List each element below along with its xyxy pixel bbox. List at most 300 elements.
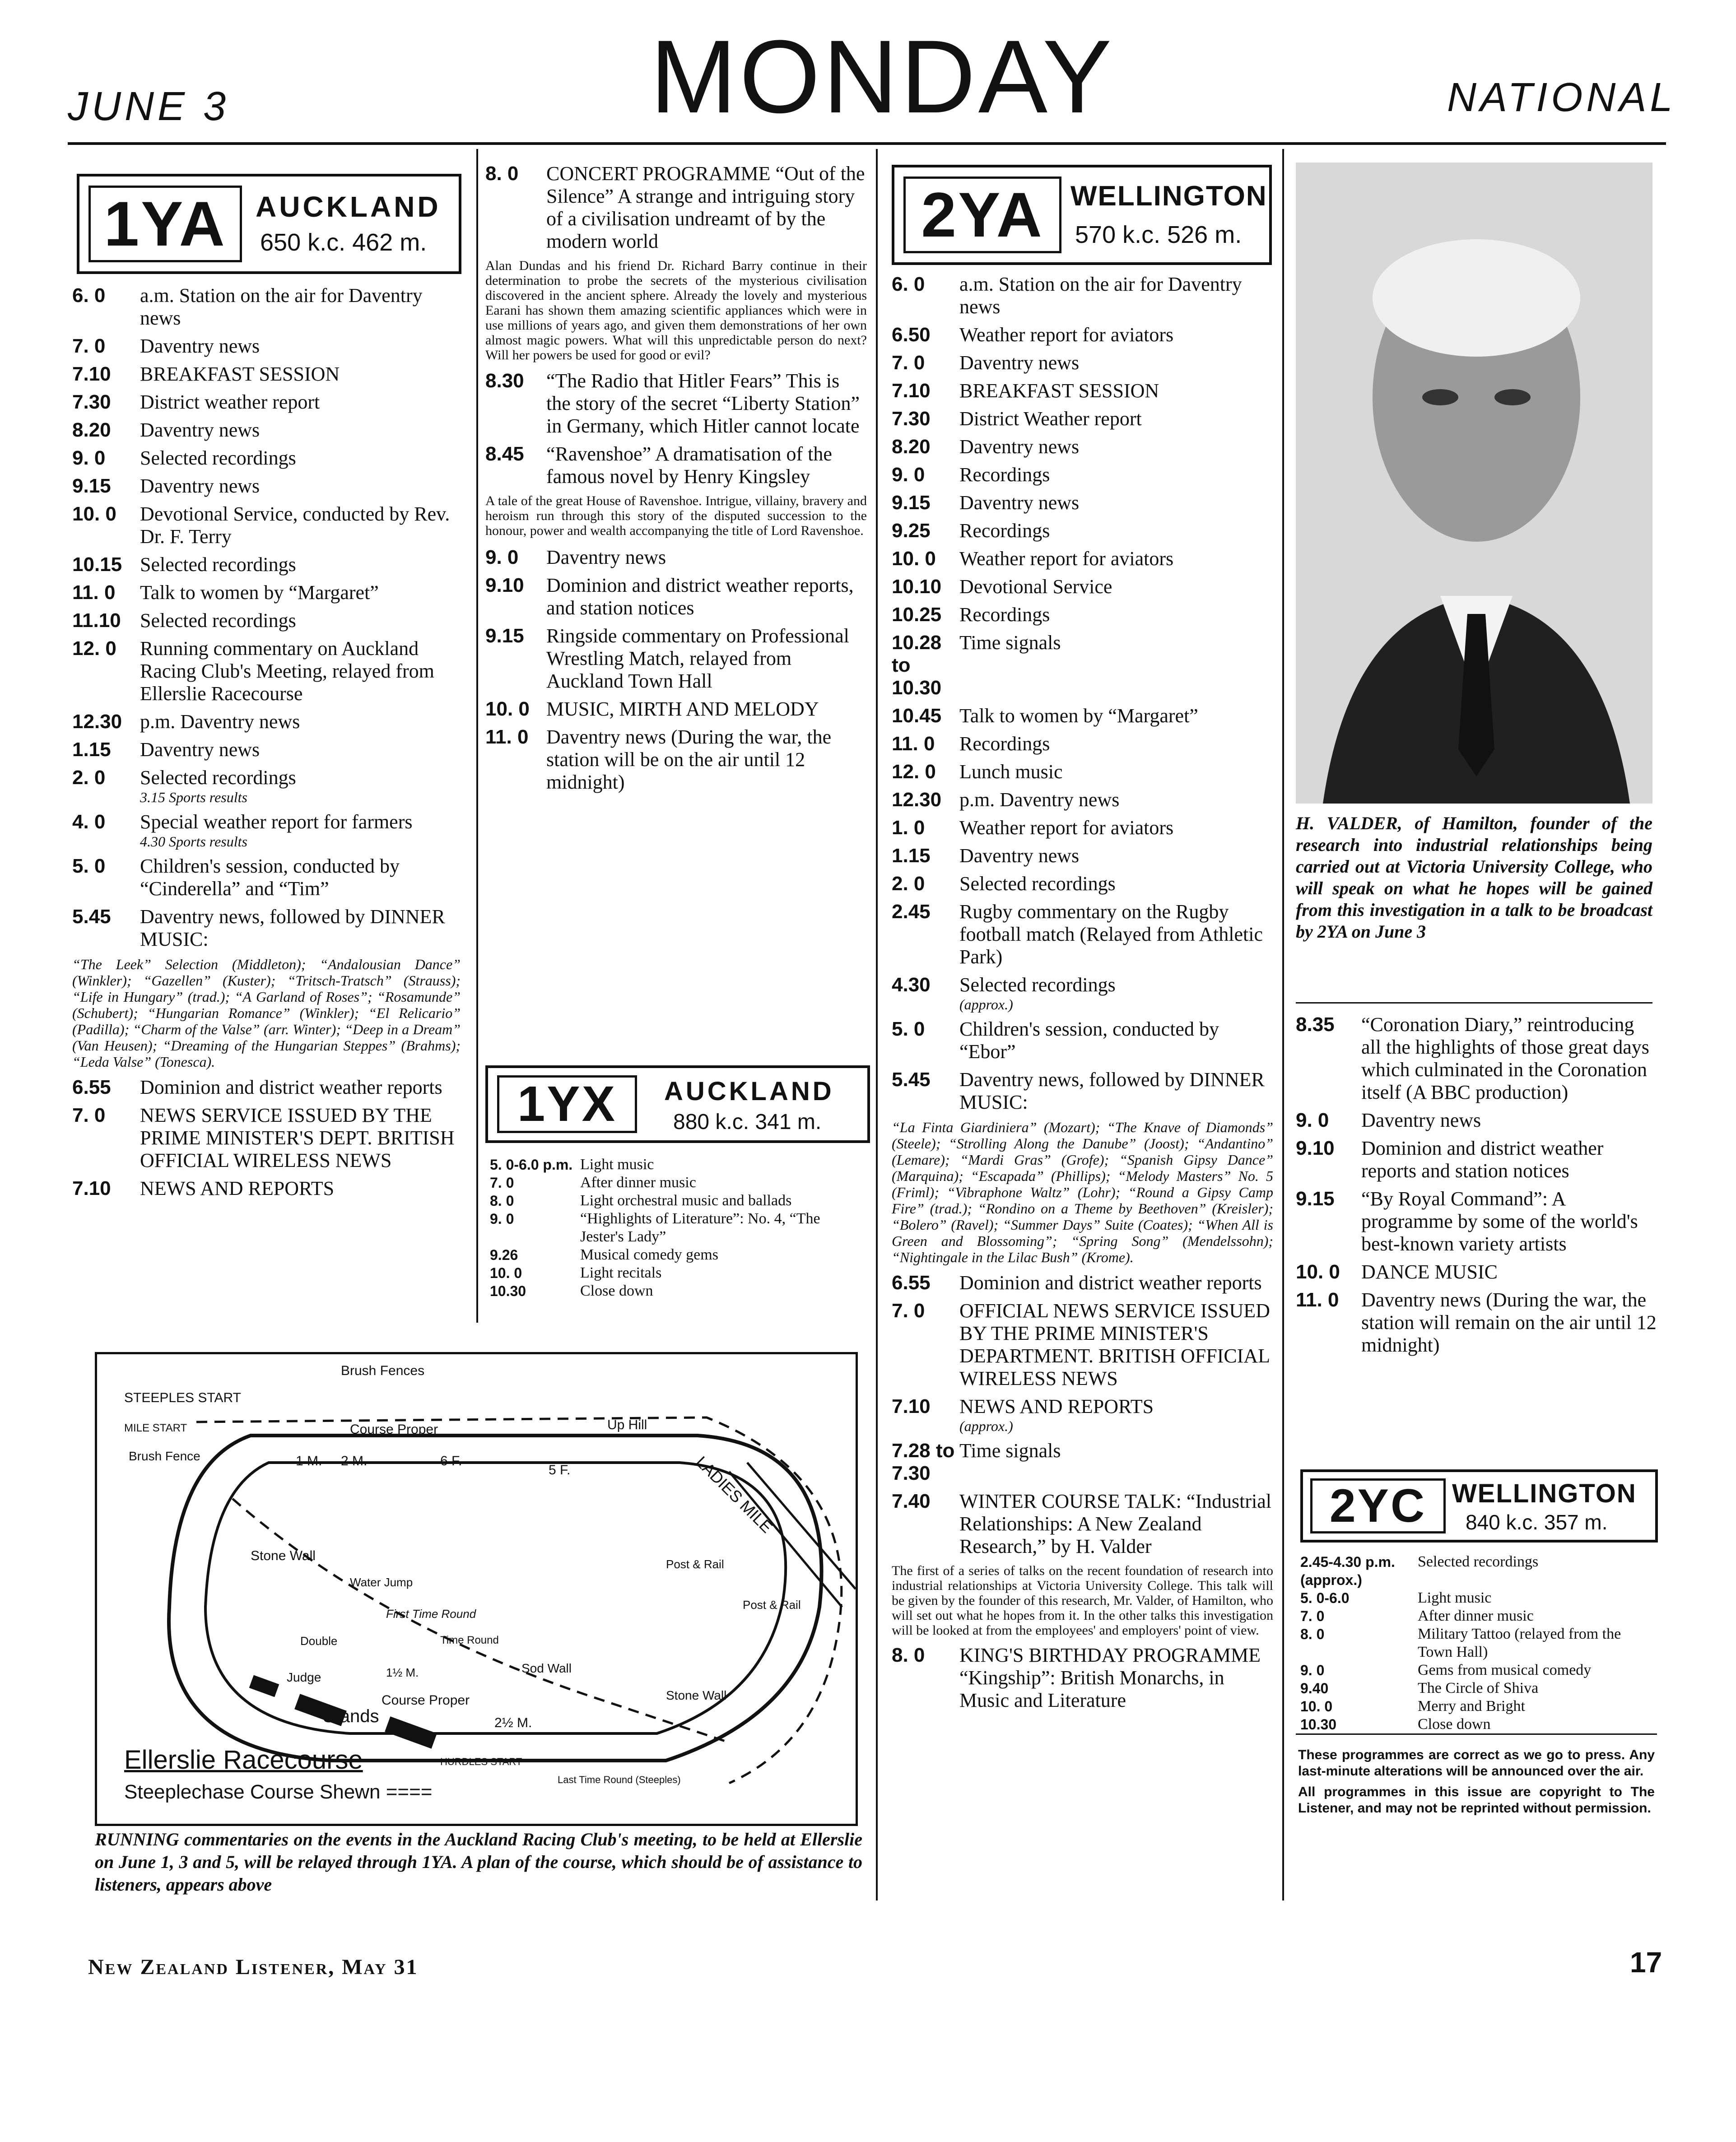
schedule-entry (72, 711, 461, 733)
entry-title: “The Radio that Hitler Fears” This is the story of the secret “Liberty Station” in Germany, which Hitler cannot locate (546, 370, 860, 437)
entry-text (140, 739, 461, 761)
entry-text (959, 632, 1273, 699)
entry-time: 7.40 (892, 1490, 931, 1512)
callsign-2yc: 2YC (1310, 1478, 1446, 1533)
entry-time: 7.10 (892, 380, 931, 402)
station-name-2ya: WELLINGTON (1070, 181, 1267, 212)
entry-time: 7. 0 (892, 1300, 925, 1322)
map-label: 6 F. (440, 1454, 462, 1468)
iya-evening-para-2: A tale of the great House of Ravenshoe. Intrigue, villainy, bravery and heroism run through this story of the disputed succession to the honour, power and wealth accompanying the title of Lord Ravenshoe. (485, 493, 867, 538)
entry-text (959, 1644, 1273, 1712)
sched-time: 9. 0 (1300, 1662, 1325, 1678)
entry-time: 7.10 (72, 363, 111, 385)
map-label: Last Time Round (Steeples) (558, 1774, 681, 1785)
entry-title: “By Royal Command”: A programme by some of the world's best-known variety artists (1361, 1188, 1638, 1255)
sched-row (490, 1174, 865, 1192)
map-subtitle: Steeplechase Course Shewn ==== (124, 1781, 433, 1803)
header-network: NATIONAL (1447, 75, 1676, 120)
tyc-schedule (1300, 1553, 1657, 1733)
schedule-entry (72, 284, 461, 330)
entry-text (959, 1018, 1273, 1063)
entry-title: Running commentary on Auckland Racing Club's Meeting, relayed from Ellerslie Racecourse (140, 637, 434, 705)
tya-evening (1296, 1013, 1657, 1362)
sched-row (1300, 1607, 1657, 1625)
entry-title: Daventry news (During the war, the station will be on the air until 12 midnight) (546, 726, 832, 793)
map-label: Water Jump (350, 1575, 413, 1589)
schedule-entry (892, 1395, 1273, 1434)
entry-title: BREAKFAST SESSION (140, 363, 340, 385)
entry-title: KING'S BIRTHDAY PROGRAMME “Kingship”: British Monarchs, in Music and Literature (959, 1644, 1261, 1711)
entry-text (1361, 1137, 1657, 1182)
entry-text (959, 845, 1273, 867)
entry-title: Daventry news (140, 739, 260, 761)
entry-title: Talk to women by “Margaret” (140, 581, 379, 604)
sched-row (1300, 1553, 1657, 1589)
entry-title: Devotional Service, conducted by Rev. Dr. F. Terry (140, 503, 450, 548)
header-day: MONDAY (650, 19, 1115, 135)
entry-time: 9. 0 (892, 464, 925, 486)
schedule-entry (892, 1272, 1273, 1294)
schedule-entry (485, 163, 867, 253)
map-label: Judge (287, 1670, 321, 1684)
entry-time: 9.15 (1296, 1188, 1335, 1210)
entry-text (546, 726, 867, 794)
schedule-entry (892, 548, 1273, 570)
schedule-entry (892, 492, 1273, 514)
entry-time: 8.45 (485, 443, 524, 465)
portrait-figure (1296, 163, 1652, 804)
entry-time: 7. 0 (72, 335, 106, 357)
entry-text (959, 408, 1273, 430)
entry-time: 4. 0 (72, 811, 106, 833)
entry-text (959, 520, 1273, 542)
schedule-entry (72, 609, 461, 632)
entry-title: Recordings (959, 733, 1050, 755)
map-label: Brush Fence (129, 1449, 200, 1463)
entry-time: 9.15 (72, 475, 111, 497)
schedule-entry (72, 447, 461, 469)
notice-correct: These programmes are correct as we go to press. Any last-minute alterations will be announced over the air. (1298, 1747, 1655, 1779)
iya-dinner-music: “The Leek” Selection (Middleton); “Andalousian Dance” (Winkler); “Gazellen” (Kuster); “Tritsch-Tratsch” (Strauss); “Life in Hungary” (trad.); “A Garland of Roses”; “Rosamunde” (Schubert); “Hungarian Romance” (Winkler); “El Relicario” (Padilla); “Charm of the Valse” (arr. Winter); “Deep in a Dream” (Van Heusen); “Dreaming of the Hungarian Steppes” (Brahms); “Leda Valse” (Tonesca). (72, 956, 461, 1070)
entry-time: 12.30 (892, 789, 942, 811)
entry-title: Daventry news (959, 845, 1080, 867)
entry-title: District weather report (140, 391, 320, 413)
sched-row (1300, 1589, 1657, 1607)
entry-title: Daventry news, followed by DINNER MUSIC: (959, 1069, 1265, 1113)
entry-text (959, 1490, 1273, 1558)
footer-publication: New Zealand Listener, May 31 (88, 1955, 419, 1979)
map-label: Time Round (440, 1634, 499, 1646)
schedule-entry (485, 625, 867, 692)
schedule-entry (892, 817, 1273, 839)
entry-sub: 3.15 Sports results (140, 789, 247, 805)
map-label: Up Hill (607, 1417, 647, 1432)
entry-text (546, 546, 867, 569)
sched-text: Selected recordings (1418, 1553, 1539, 1570)
entry-text (959, 380, 1273, 402)
entry-text (140, 609, 461, 632)
schedule-entry (72, 581, 461, 604)
entry-text (140, 475, 461, 497)
entry-text (959, 604, 1273, 626)
schedule-entry (485, 726, 867, 794)
entry-text (959, 436, 1273, 458)
sched-time: 9.26 (490, 1247, 518, 1263)
map-label: MILE START (124, 1422, 187, 1434)
schedule-entry (892, 1300, 1273, 1390)
entry-text (140, 1076, 461, 1099)
footer-page-number: 17 (1630, 1946, 1662, 1979)
entry-title: Ringside commentary on Professional Wrestling Match, relayed from Auckland Town Hall (546, 625, 849, 692)
entry-text (546, 370, 867, 437)
schedule-entry (72, 1076, 461, 1099)
sched-time: 9.40 (1300, 1680, 1329, 1696)
entry-text (140, 391, 461, 414)
iya-evening-para-1: Alan Dundas and his friend Dr. Richard Barry continue in their determination to probe the secrets of the mysterious civilisation discovered in the ancient sphere. Already the lovely and mysterious Earani has shown them amazing scientific appliances which were in use millions of years ago, and given them demonstrations of her own almost magic powers. What will this unpredictable person do next? Will her powers be used for good or evil? (485, 258, 867, 362)
entry-text (1361, 1289, 1657, 1357)
entry-text (140, 855, 461, 900)
entry-text (959, 464, 1273, 486)
schedule-entry (1296, 1013, 1657, 1104)
station-freq-2yc: 840 k.c. 357 m. (1466, 1510, 1608, 1534)
schedule-entry (892, 464, 1273, 486)
sched-row (1300, 1697, 1657, 1715)
sched-time: 5. 0-6.0 p.m. (490, 1157, 573, 1173)
schedule-entry (892, 352, 1273, 374)
entry-text (959, 273, 1273, 318)
notice-rule (1296, 1733, 1657, 1735)
entry-text (140, 767, 461, 805)
entry-time: 9.15 (892, 492, 931, 514)
sched-time: 8. 0 (490, 1193, 514, 1209)
map-label: 2½ M. (494, 1715, 532, 1730)
entry-time: 6. 0 (72, 284, 106, 307)
entry-title: “Ravenshoe” A dramatisation of the famous novel by Henry Kingsley (546, 443, 832, 488)
valder-portrait (1296, 163, 1652, 804)
sched-time: 9. 0 (490, 1211, 514, 1227)
entry-text (959, 1272, 1273, 1294)
station-box-1yx (485, 1065, 870, 1143)
schedule-entry (892, 1440, 1273, 1485)
entry-time: 7.30 (72, 391, 111, 413)
copyright-notice (1298, 1747, 1655, 1817)
schedule-entry (892, 1069, 1273, 1114)
schedule-entry (892, 436, 1273, 458)
photo-caption: H. VALDER, of Hamilton, founder of the research into industrial relationships being carried out at Victoria University College, who will speak on what he hopes will be gained from this investigation in a talk to be broadcast by 2YA on June 3 (1296, 813, 1652, 942)
schedule-entry (72, 419, 461, 441)
station-name-1yx: AUCKLAND (664, 1077, 834, 1106)
entry-time: 2.45 (892, 901, 931, 923)
schedule-entry (892, 789, 1273, 811)
entry-sub: (approx.) (959, 1418, 1013, 1434)
entry-text (546, 574, 867, 619)
entry-time: 11.10 (72, 609, 121, 632)
station-freq-2ya: 570 k.c. 526 m. (1075, 221, 1242, 248)
schedule-entry (1296, 1289, 1657, 1357)
schedule-entry (72, 363, 461, 386)
sched-row (490, 1156, 865, 1174)
sched-time: 5. 0-6.0 (1300, 1590, 1350, 1606)
entry-title: Daventry news, followed by DINNER MUSIC: (140, 906, 445, 950)
sched-text: Light orchestral music and ballads (580, 1192, 792, 1209)
entry-time: 5.45 (892, 1069, 931, 1091)
schedule-entry (892, 1644, 1273, 1712)
entry-time: 5.45 (72, 906, 111, 928)
entry-title: OFFICIAL NEWS SERVICE ISSUED BY THE PRIME MINISTER'S DEPARTMENT. BRITISH OFFICIAL WIRELESS NEWS (959, 1300, 1270, 1389)
tya-dinner-music: “La Finta Giardiniera” (Mozart); “The Knave of Diamonds” (Steele); “Strolling Along the Danube” (Joost); “Andantino” (Lemare); “Mardi Gras” (Grofe); “Spanish Gipsy Dance” (Marquina); “Escapada” (Phillips); “Melody Masters” No. 5 (Friml); “Vibraphone Waltz” (Lohr); “Round a Gipsy Camp Fire” (trad.); “Rondino on a Theme by Beethoven” (Kreisler); “Bolero” (Ravel); “Summer Days” Suite (Coates); “When All is Green and Blossoming”; “Spring Song” (Mendelssohn); “Nightingale in the Lilac Bush” (Krome). (892, 1119, 1273, 1265)
schedule-entry (892, 733, 1273, 755)
sched-row (1300, 1625, 1657, 1661)
map-caption: RUNNING commentaries on the events in the Auckland Racing Club's meeting, to be held at Ellerslie on June 1, 3 and 5, will be relayed through 1YA. A plan of the course, which should be of assistance to listeners, appears above (95, 1829, 862, 1895)
sched-row (490, 1246, 865, 1264)
schedule-entry (1296, 1188, 1657, 1255)
schedule-entry (72, 906, 461, 951)
entry-text (1361, 1013, 1657, 1104)
map-label: 2 M. (341, 1454, 368, 1468)
entry-time: 2. 0 (72, 767, 106, 789)
entry-title: “Coronation Diary,” reintroducing all the highlights of those great days which culminated in the Coronation itself (A BBC production) (1361, 1013, 1649, 1103)
entry-title: Weather report for aviators (959, 817, 1174, 839)
schedule-entry (892, 901, 1273, 968)
entry-text (140, 1177, 461, 1200)
entry-title: Daventry news (During the war, the station will remain on the air until 12 midnight) (1361, 1289, 1657, 1356)
map-label: 5 F. (549, 1463, 571, 1478)
schedule-entry (72, 637, 461, 705)
entry-time: 12.30 (72, 711, 122, 733)
entry-time: 9.10 (1296, 1137, 1335, 1159)
entry-time: 9. 0 (485, 546, 519, 568)
entry-text (546, 698, 867, 720)
callsign-1ya: 1YA (88, 186, 242, 262)
entry-time: 8. 0 (892, 1644, 925, 1666)
iyx-schedule (490, 1156, 865, 1300)
schedule-entry (892, 761, 1273, 783)
sched-text: Light music (1418, 1589, 1492, 1606)
entry-time: 1.15 (892, 845, 931, 867)
racecourse-map (95, 1352, 858, 1826)
entry-text (959, 901, 1273, 968)
entry-title: Time signals (959, 1440, 1061, 1462)
entry-title: Daventry news (140, 419, 260, 441)
column-rule-1 (476, 149, 478, 1323)
map-label: LADIES MILE (692, 1452, 777, 1537)
entry-text (959, 705, 1273, 727)
entry-time: 2. 0 (892, 873, 925, 895)
entry-title: Children's session, conducted by “Ebor” (959, 1018, 1219, 1063)
schedule-entry (72, 1177, 461, 1200)
entry-title: Dominion and district weather reports (959, 1272, 1262, 1294)
entry-text (959, 576, 1273, 598)
entry-title: Time signals (959, 632, 1061, 654)
sched-row (490, 1192, 865, 1210)
sched-text: “Highlights of Literature”: No. 4, “The Jester's Lady” (580, 1210, 820, 1245)
tya-schedule (892, 273, 1273, 1717)
schedule-entry (72, 767, 461, 805)
schedule-entry (1296, 1137, 1657, 1182)
schedule-entry (892, 408, 1273, 430)
entry-text (140, 553, 461, 576)
entry-title: NEWS AND REPORTS (140, 1177, 335, 1199)
entry-title: a.m. Station on the air for Daventry news (959, 273, 1242, 318)
schedule-entry (1296, 1109, 1657, 1132)
map-label: Sod Wall (521, 1661, 572, 1675)
sched-time: 7. 0 (1300, 1608, 1325, 1624)
entry-text (546, 443, 867, 488)
station-freq-1yx: 880 k.c. 341 m. (673, 1110, 822, 1134)
entry-title: Lunch music (959, 761, 1063, 783)
schedule-entry (892, 632, 1273, 699)
schedule-entry (892, 974, 1273, 1013)
sched-row (1300, 1715, 1657, 1733)
entry-title: Daventry news (959, 352, 1080, 374)
schedule-entry (72, 811, 461, 850)
entry-time: 9. 0 (72, 447, 106, 469)
entry-text (959, 548, 1273, 570)
entry-title: Special weather report for farmers (140, 811, 413, 833)
entry-title: Recordings (959, 464, 1050, 486)
entry-time: 5. 0 (892, 1018, 925, 1040)
sched-row (490, 1264, 865, 1282)
entry-title: District Weather report (959, 408, 1142, 430)
entry-text (546, 625, 867, 692)
entry-text (140, 363, 461, 386)
sched-row (490, 1210, 865, 1246)
sched-text: Light music (580, 1156, 654, 1173)
sched-text: Close down (1418, 1716, 1491, 1733)
entry-time: 6.55 (892, 1272, 931, 1294)
schedule-entry (72, 855, 461, 900)
callsign-1yx: 1YX (497, 1075, 637, 1133)
schedule-entry (892, 705, 1273, 727)
entry-time: 10. 0 (1296, 1261, 1340, 1283)
entry-title: a.m. Station on the air for Daventry news (140, 284, 423, 329)
entry-title: p.m. Daventry news (140, 711, 300, 733)
entry-text (140, 335, 461, 358)
stand-1 (249, 1675, 279, 1697)
entry-title: Daventry news (140, 475, 260, 497)
tya-talk-description: The first of a series of talks on the recent foundation of research into industrial relationships at Victoria University College. This talk will be given by the founder of this research, Mr. Valder, of Hamilton, who will set out what he hopes from it. In the other talks this investigation will be looked at from the employees' and employers' point of view. (892, 1563, 1273, 1638)
map-label: STEEPLES START (124, 1390, 241, 1405)
schedule-entry (892, 845, 1273, 867)
entry-time: 12. 0 (892, 761, 936, 783)
entry-title: Daventry news (546, 546, 666, 568)
sched-time: 10. 0 (1300, 1698, 1333, 1715)
schedule-entry (892, 380, 1273, 402)
entry-text (140, 637, 461, 705)
iya-schedule (72, 284, 461, 1205)
entry-time: 4.30 (892, 974, 931, 996)
entry-text (959, 733, 1273, 755)
schedule-entry (892, 273, 1273, 318)
entry-text (140, 811, 461, 850)
schedule-entry (892, 576, 1273, 598)
callsign-2ya: 2YA (903, 177, 1061, 253)
entry-title: NEWS AND REPORTS (959, 1395, 1154, 1417)
column-rule-3 (1282, 149, 1284, 1900)
entry-time: 8.30 (485, 370, 524, 392)
entry-text (546, 163, 867, 253)
entry-text (959, 974, 1273, 1013)
entry-text (140, 284, 461, 330)
entry-time: 11. 0 (72, 581, 116, 604)
entry-time: 7. 0 (72, 1104, 106, 1126)
entry-title: Selected recordings (959, 873, 1116, 895)
entry-time: 7.30 (892, 408, 931, 430)
sched-text: Military Tattoo (relayed from the Town Hall) (1418, 1626, 1621, 1660)
entry-time: 11. 0 (1296, 1289, 1339, 1311)
entry-title: Dominion and district weather reports and station notices (1361, 1137, 1604, 1182)
entry-time: 10. 0 (72, 503, 116, 525)
entry-text (959, 817, 1273, 839)
schedule-entry (72, 391, 461, 414)
sched-text: Close down (580, 1282, 653, 1299)
entry-title: Recordings (959, 604, 1050, 626)
sched-time: 10.30 (1300, 1716, 1337, 1733)
station-box-2yc (1300, 1469, 1658, 1543)
sched-text: After dinner music (1418, 1608, 1534, 1624)
entry-text (959, 1069, 1273, 1114)
entry-time: 10.25 (892, 604, 942, 626)
entry-text (140, 906, 461, 951)
schedule-entry (892, 324, 1273, 346)
map-label: Stone Wall (251, 1548, 316, 1563)
column-rule-2 (876, 149, 878, 1900)
entry-time: 9.10 (485, 574, 524, 596)
entry-title: WINTER COURSE TALK: “Industrial Relationships: A New Zealand Research,” by H. Valder (959, 1490, 1272, 1557)
map-label: Post & Rail (743, 1598, 801, 1612)
entry-text (959, 761, 1273, 783)
schedule-entry (485, 546, 867, 569)
sched-row (1300, 1679, 1657, 1697)
entry-time: 9.25 (892, 520, 931, 542)
entry-title: Weather report for aviators (959, 548, 1174, 570)
map-label: Course Proper (382, 1693, 470, 1708)
schedule-entry (72, 335, 461, 358)
entry-time: 11. 0 (485, 726, 529, 748)
entry-time: 6.55 (72, 1076, 111, 1098)
entry-text (140, 711, 461, 733)
schedule-entry (892, 604, 1273, 626)
map-label: Post & Rail (666, 1557, 724, 1571)
iya-evening (485, 163, 867, 799)
entry-title: NEWS SERVICE ISSUED BY THE PRIME MINISTER'S DEPT. BRITISH OFFICIAL WIRELESS NEWS (140, 1104, 455, 1171)
entry-title: Weather report for aviators (959, 324, 1174, 346)
entry-text (959, 873, 1273, 895)
schedule-entry (72, 739, 461, 761)
entry-title: Selected recordings (140, 553, 296, 576)
map-label: Course Proper (350, 1422, 438, 1437)
entry-title: CONCERT PROGRAMME “Out of the Silence” A strange and intriguing story of a civilisation undreamt of by the modern world (546, 163, 865, 252)
entry-time: 10.10 (892, 576, 942, 598)
entry-title: Recordings (959, 520, 1050, 542)
map-label: Stone Wall (666, 1688, 727, 1702)
entry-text (959, 324, 1273, 346)
sched-row (1300, 1661, 1657, 1679)
entry-time: 8.35 (1296, 1013, 1335, 1036)
entry-time: 10. 0 (892, 548, 936, 570)
map-label: HURDLES START (440, 1756, 522, 1767)
sched-time: 10. 0 (490, 1265, 522, 1281)
sched-text: Light recitals (580, 1264, 662, 1281)
entry-title: Daventry news (959, 436, 1080, 458)
entry-sub: (approx.) (959, 996, 1013, 1013)
entry-title: Selected recordings (140, 609, 296, 632)
entry-time: 10.28 to 10.30 (892, 632, 942, 699)
sched-text: The Circle of Shiva (1418, 1680, 1539, 1696)
entry-title: Devotional Service (959, 576, 1112, 598)
schedule-entry (1296, 1261, 1657, 1283)
schedule-entry (485, 370, 867, 437)
